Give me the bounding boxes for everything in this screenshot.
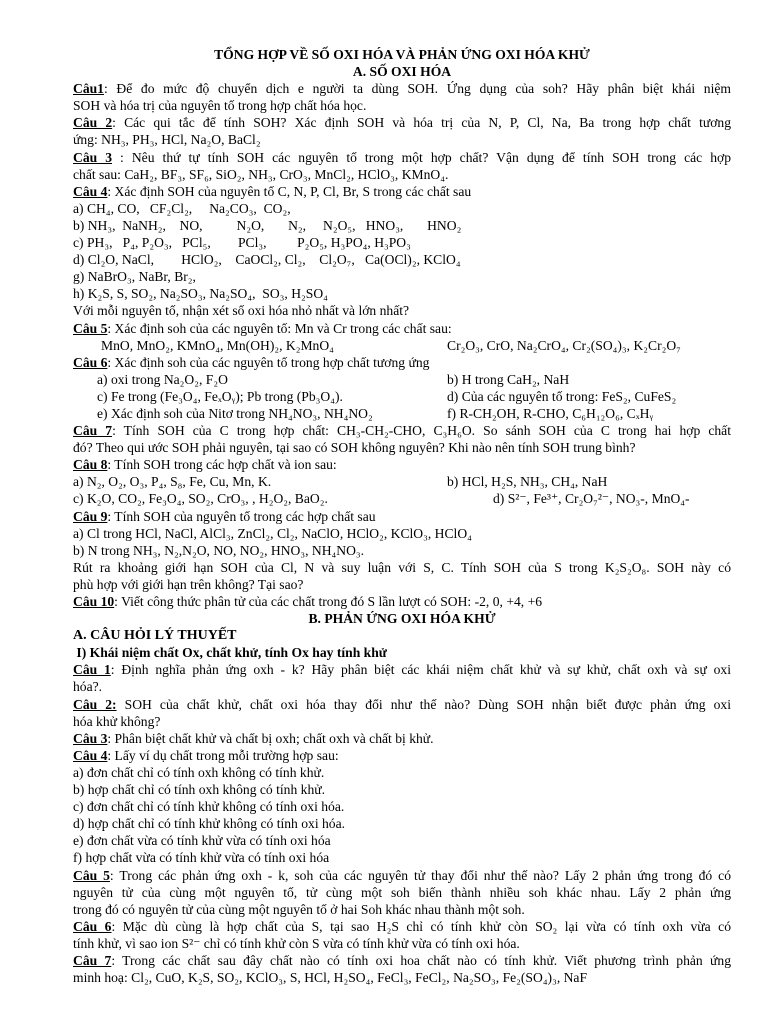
- question-7: [73, 422, 731, 439]
- list-item: b) H trong CaH₂, NaH: [447, 371, 570, 387]
- question-label: Câu 6: [73, 354, 108, 370]
- question-8-row: [73, 490, 731, 507]
- list-item: f) hợp chất vừa có tính khử vừa có tính oxi hóa: [73, 850, 330, 866]
- question-label: Câu1: [73, 81, 104, 97]
- theory-question-7-cont: minh hoạ: Cl₂, CuO, K₂S, SO₂, KClO₃, S, HCl, H₂SO₄, FeCl₃, FeCl₂, Na₂SO₃, Fe₂(SO₄)₃, NaF: [73, 970, 588, 986]
- question-text: : Xác định soh của các nguyên tố: Mn và Cr trong các chất sau:: [107, 320, 452, 336]
- question-5: [73, 320, 731, 337]
- question-label: Câu 10: [73, 594, 115, 609]
- page-title: TỔNG HỢP VỀ SỐ OXI HÓA VÀ PHẢN ỨNG OXI HÓA KHỬ: [214, 47, 590, 62]
- list-item: b) NH₃, NaNH₂, NO, N₂O, N₂, N₂O₅, HNO₃, HNO₂: [73, 217, 462, 233]
- question-label: Câu 6: [73, 918, 112, 934]
- question-label: Câu 3: [73, 149, 113, 165]
- question-9: [73, 508, 731, 525]
- list-item: c) K₂O, CO₂, Fe₃O₄, SO₂, CrO₃, , H₂O₂, BaO₂.: [73, 491, 328, 507]
- question-label: Câu 9: [73, 508, 108, 524]
- list-item: d) Cl₂O, NaCl, HClO₂, CaOCl₂, Cl₂, Cl₂O₇, Ca(OCl)₂, KClO₄: [73, 252, 461, 268]
- question-label: Câu 5: [73, 867, 110, 883]
- question-label: Câu 5: [73, 320, 108, 336]
- question-label: Câu 4: [73, 183, 108, 199]
- list-item: e) Xác định soh của Nitơ trong NH₄NO₃, NH₄NO₂: [97, 405, 373, 421]
- list-item: c) Fe trong (Fe₃O₄, FeₓOᵧ); Pb trong (Pb₃O₄).: [97, 388, 343, 404]
- theory-question-5: [73, 867, 731, 884]
- list-item: b) hợp chất chỉ có tính oxh không có tính khử.: [73, 782, 326, 798]
- list-item: a) oxi trong Na₂O₂, F₂O: [97, 371, 228, 387]
- section-b-heading: B. PHẢN ỨNG OXI HÓA KHỬ: [308, 611, 496, 627]
- question-text: : Mặc dù cùng là hợp chất của S, tại sao H₂S chỉ có tính khử còn SO₂ lại vừa có tính oxh vừa có: [111, 918, 731, 934]
- question-label: Câu 2:: [73, 696, 117, 712]
- question-3-cont: chất sau: CaH₂, BF₃, SF₆, SiO₂, NH₃, CrO₃, MnCl₂, HClO₃, KMnO₄.: [73, 166, 449, 182]
- theory-question-2-cont: hóa khử không?: [73, 713, 161, 729]
- question-1-cont: SOH và hóa trị của nguyên tố trong hợp chất hóa học.: [73, 98, 367, 114]
- question-2: [73, 114, 731, 131]
- question-text: : Trong các chất sau đây chất nào có tính oxi hoa chất nào có tính khử. Viết phương trình phản ứng: [111, 952, 732, 968]
- question-8: [73, 456, 731, 473]
- question-10: [73, 593, 731, 610]
- list-item: c) PH₃, P₄, P₂O₃, PCl₅, PCl₃, P₂O₅, H₃PO₄, H₃PO₃: [73, 235, 411, 251]
- list-item: b) HCl, H₂S, NH₃, CH₄, NaH: [447, 474, 608, 490]
- question-text: : Trong các phản ứng oxh - k, soh của các nguyên tử thay đổi như thế nào? Lấy 2 phản ứng trong đó có: [109, 867, 731, 883]
- question-text: : Tính SOH của C trong hợp chất: CH₃-CH₂-CHO, C₃H₆O. So sánh SOH của C trong hai hợp chất: [112, 423, 731, 439]
- list-item: d) S²⁻, Fe³⁺, Cr₂O₇²⁻, NO₃-, MnO₄-: [493, 491, 690, 507]
- question-label: Câu 8: [73, 457, 108, 473]
- question-text: : Xác định SOH của nguyên tố C, N, P, Cl, Br, S trong các chất sau: [107, 183, 472, 199]
- question-text: : Để đo mức độ chuyển dịch e người ta dùng SOH. Ứng dụng của soh? Hãy phân biệt khái niệm: [103, 81, 731, 97]
- list-item: c) đơn chất chỉ có tính khử không có tính oxi hóa.: [73, 799, 345, 815]
- question-text: : Viết công thức phân tử của các chất trong đó S lần lượt có SOH: -2, 0, +4, +6: [114, 594, 543, 609]
- question-7-cont: đó? Theo qui ước SOH phải nguyên, tại sao có SOH không nguyên? Khi nào nên tính SOH trung bình?: [73, 440, 636, 456]
- theory-question-5-cont: nguyên tử của cùng một nguyên tố, tử cùng một soh biến thành nhiều soh khác nhau. Lấy 2 phản ứng: [73, 884, 731, 900]
- list-item: e) đơn chất vừa có tính khử vừa có tính oxi hóa: [73, 833, 331, 849]
- question-text: SOH của chất khử, chất oxi hóa thay đổi như thế nào? Dùng SOH nhận biết được phản ứng oxi: [116, 696, 731, 712]
- list-item: a) Cl trong HCl, NaCl, AlCl₃, ZnCl₂, Cl₂, NaClO, HClO₂, KClO₃, HClO₄: [73, 525, 472, 541]
- question-2-cont: ứng: NH₃, PH₃, HCl, Na₂O, BaCl₂: [73, 132, 261, 148]
- theory-question-7: [73, 952, 731, 969]
- question-text: : Các qui tắc để tính SOH? Xác định SOH và hóa trị của N, P, Cl, Na, Ba trong hợp chất tương: [112, 115, 732, 131]
- question-6-row: [73, 371, 731, 388]
- theory-question-6-cont: tính khử, vì sao ion S²⁻ chỉ có tính khử còn S vừa có tính khử vừa có tính oxi hóa.: [73, 935, 520, 951]
- theory-question-5-cont: trong đó có nguyên tử của cùng một nguyên tố ở hai Soh khác nhau thành một soh.: [73, 901, 525, 917]
- question-1: [73, 80, 731, 97]
- question-text: : Tính SOH trong các hợp chất và ion sau:: [107, 457, 337, 473]
- cr-compounds: Cr₂O₃, CrO, Na₂CrO₄, Cr₂(SO₄)₃, K₂Cr₂O₇: [447, 337, 681, 353]
- question-4: [73, 183, 731, 200]
- list-item: d) hợp chất chỉ có tính khử không có tính oxi hóa.: [73, 816, 346, 832]
- question-text: : Lấy ví dụ chất trong mỗi trường hợp sau:: [107, 747, 339, 763]
- list-item: a) đơn chất chỉ có tính oxh không có tính khử.: [73, 764, 325, 780]
- theory-question-3: [73, 730, 731, 747]
- subsection-concepts: I) Khái niệm chất Ox, chất khử, tính Ox hay tính khử: [73, 645, 387, 661]
- list-item: b) N trong NH₃, N₂,N₂O, NO, NO₂, HNO₃, NH₄NO₃.: [73, 542, 365, 558]
- question-text: : Định nghĩa phản ứng oxh - k? Hãy phân biệt các khái niệm chất khử và sự khử, chất oxh và sự oxi: [110, 662, 731, 678]
- theory-question-1: [73, 661, 731, 678]
- list-item: a) CH₄, CO, CF₂Cl₂, Na₂CO₃, CO₂,: [73, 200, 291, 216]
- question-text: : Tính SOH của nguyên tố trong các hợp chất sau: [107, 508, 376, 524]
- list-item: g) NaBrO₃, NaBr, Br₂,: [73, 269, 196, 285]
- theory-question-6: [73, 918, 731, 935]
- question-text: : Phân biệt chất khử và chất bị oxh; chất oxh và chất bị khử.: [107, 730, 434, 746]
- question-8-row: [73, 473, 731, 490]
- question-text: : Nêu thứ tự tính SOH các nguyên tố trong một hợp chất? Vận dụng để tính SOH trong các hợp: [112, 149, 731, 165]
- question-label: Câu 7: [73, 423, 113, 439]
- mn-compounds: MnO, MnO₂, KMnO₄, Mn(OH)₂, K₂MnO₄: [101, 337, 334, 353]
- question-6-row: [73, 405, 731, 422]
- question-label: Câu 4: [73, 747, 108, 763]
- question-label: Câu 7: [73, 952, 112, 968]
- question-3: [73, 149, 731, 166]
- question-text: : Xác định soh của các nguyên tố trong hợp chất tương ứng: [107, 354, 430, 370]
- document: [73, 46, 731, 986]
- question-5-row: [73, 337, 731, 354]
- list-item: h) K₂S, S, SO₂, Na₂SO₃, Na₂SO₄, SO₃, H₂SO₄: [73, 286, 328, 302]
- question-9-note-cont: phù hợp với giới hạn trên không? Tại sao?: [73, 576, 304, 592]
- question-6-row: [73, 388, 731, 405]
- theory-question-1-cont: hóa?.: [73, 679, 103, 695]
- list-item: f) R-CH₂OH, R-CHO, C₆H₁₂O₆, CₓHᵧ: [447, 405, 654, 421]
- section-a-heading: A. SỐ OXI HÓA: [352, 64, 452, 80]
- list-item: d) Của các nguyên tố trong: FeS₂, CuFeS₂: [447, 388, 677, 404]
- question-label: Câu 3: [73, 730, 108, 746]
- theory-question-2: [73, 696, 731, 713]
- subsection-theory: A. CÂU HỎI LÝ THUYẾT: [73, 628, 237, 644]
- question-4-note: Với mỗi nguyên tố, nhận xét số oxi hóa nhỏ nhất và lớn nhất?: [73, 303, 410, 319]
- question-label: Câu 2: [73, 115, 113, 131]
- question-6: [73, 354, 731, 371]
- question-label: Câu 1: [73, 662, 111, 678]
- question-9-note: Rút ra khoảng giới hạn SOH của Cl, N và suy luận với S, C. Tính SOH của S trong K₂S₂O₈. SOH này có: [73, 559, 731, 575]
- list-item: a) N₂, O₂, O₃, P₄, S₈, Fe, Cu, Mn, K.: [73, 474, 272, 490]
- theory-question-4: [73, 747, 731, 764]
